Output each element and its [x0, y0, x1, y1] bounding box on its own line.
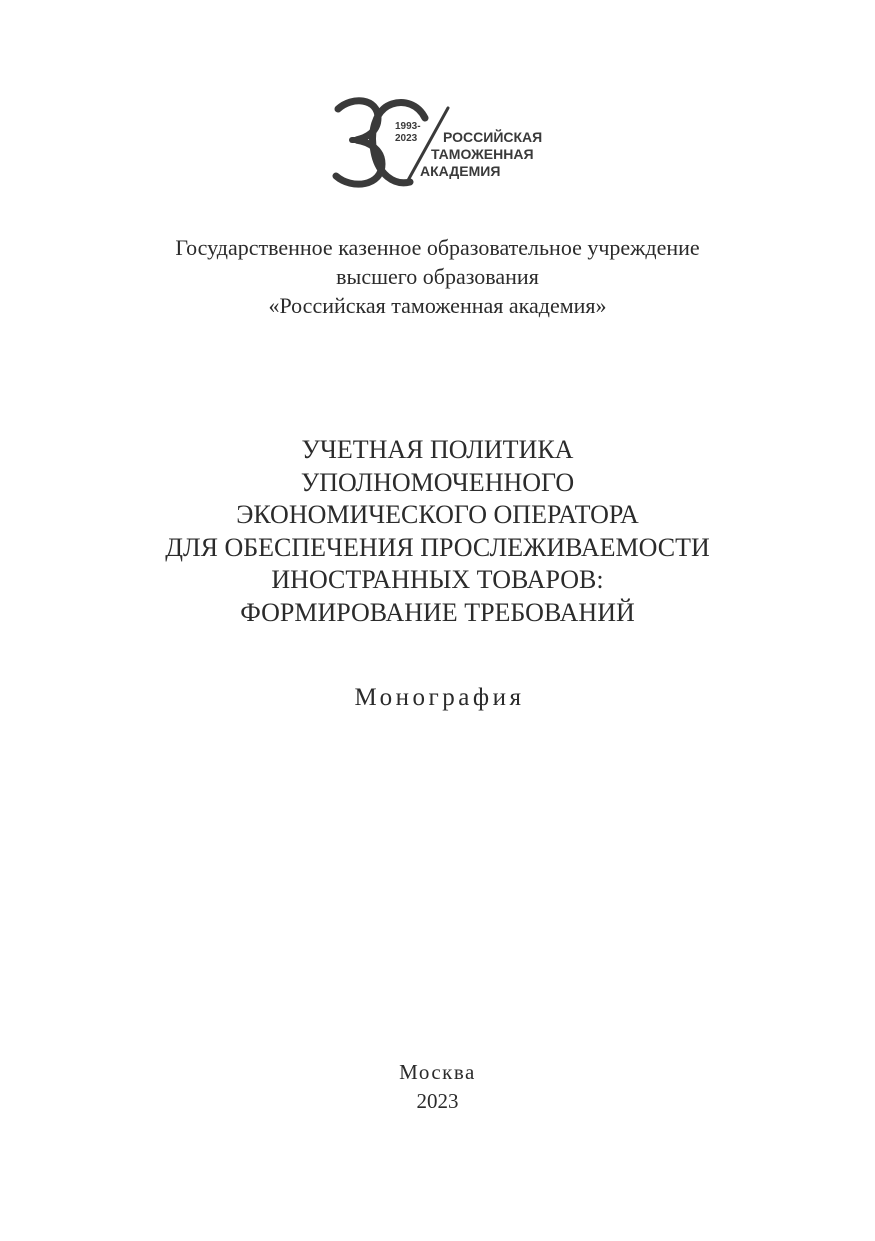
imprint: [0, 1058, 875, 1116]
imprint-year: 2023: [416, 1089, 459, 1113]
logo-name-line1: РОССИЙСКАЯ: [443, 129, 543, 145]
institution-line: высшего образования: [336, 264, 539, 289]
book-title: [0, 434, 875, 629]
logo-graphic: [330, 96, 560, 188]
institution-line: «Российская таможенная академия»: [268, 293, 607, 318]
publication-genre: Монография: [354, 684, 525, 711]
title-line: ИНОСТРАННЫХ ТОВАРОВ:: [271, 565, 604, 594]
academy-30-years-logo: [330, 96, 560, 188]
title-line: ФОРМИРОВАНИЕ ТРЕБОВАНИЙ: [240, 597, 635, 627]
title-line: УЧЕТНАЯ ПОЛИТИКА: [301, 435, 574, 464]
logo-years-line1: 1993-: [395, 121, 421, 132]
logo-name-line3: АКАДЕМИЯ: [420, 163, 501, 179]
title-line: ЭКОНОМИЧЕСКОГО ОПЕРАТОРА: [236, 500, 639, 529]
title-line: УПОЛНОМОЧЕННОГО: [300, 467, 575, 497]
imprint-city: Москва: [399, 1060, 476, 1084]
institution-line: Государственное казенное образовательное учреждение: [175, 235, 700, 260]
institution-name: [0, 233, 875, 320]
logo-years-line2: 2023: [395, 133, 418, 144]
logo-name-line2: ТАМОЖЕННАЯ: [431, 146, 534, 162]
title-line: ДЛЯ ОБЕСПЕЧЕНИЯ ПРОСЛЕЖИВАЕМОСТИ: [165, 532, 710, 562]
